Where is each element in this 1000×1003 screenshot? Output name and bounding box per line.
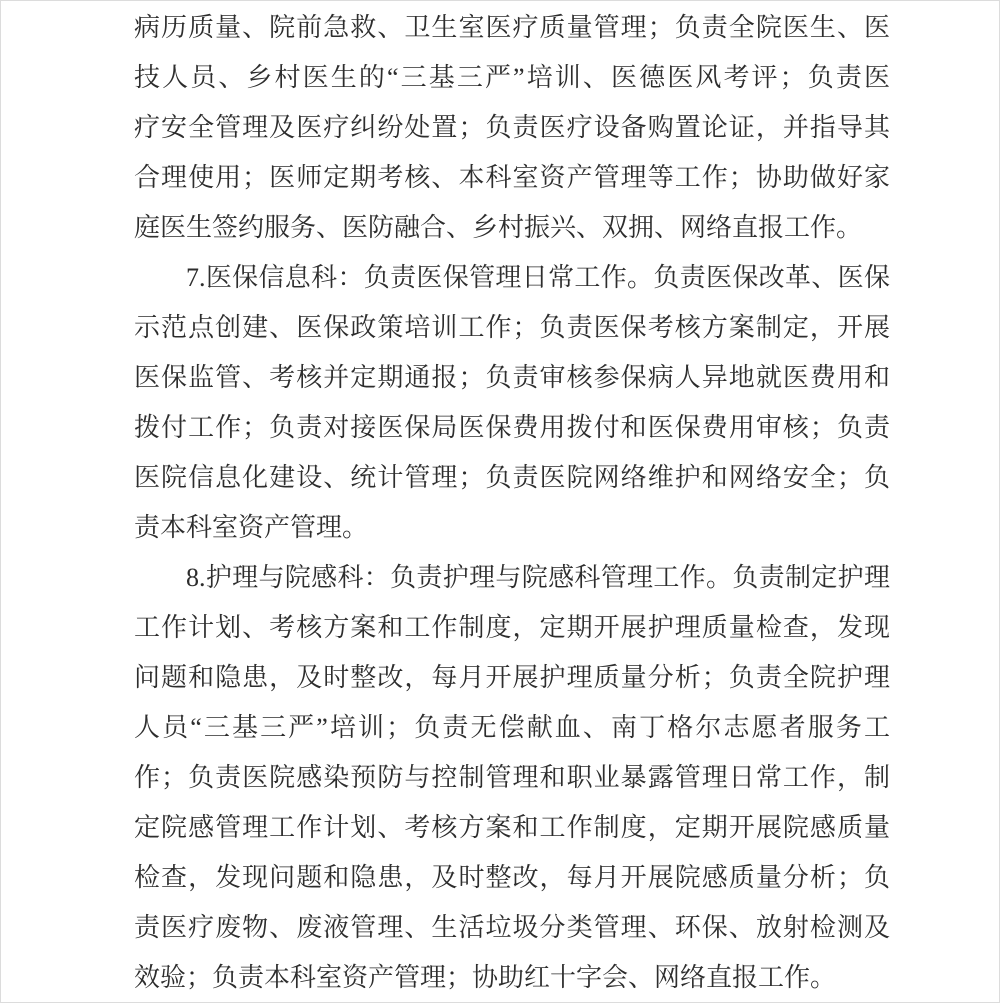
text-line: 7.医保信息科：负责医保管理日常工作。负责医保改革、医保 [186,263,890,292]
text-line: 病历质量、院前急救、卫生室医疗质量管理；负责全院医生、医 [134,13,890,42]
paragraph-dept8-nursing-infection-control [134,553,890,1003]
text-line: 庭医生签约服务、医防融合、乡村振兴、双拥、网络直报工作。 [134,213,863,242]
document-text-block [134,3,890,1003]
text-line: 人员“三基三严”培训；负责无偿献血、南丁格尔志愿者服务工 [134,713,890,742]
text-line: 责本科室资产管理。 [134,513,369,542]
text-line: 医保监管、考核并定期通报；负责审核参保病人异地就医费用和 [134,363,890,392]
text-line: 拨付工作；负责对接医保局医保费用拨付和医保费用审核；负责 [134,413,890,442]
text-line: 作；负责医院感染预防与控制管理和职业暴露管理日常工作，制 [134,763,890,792]
paragraph-dept6-continued [134,3,890,253]
text-line: 疗安全管理及医疗纠纷处置；负责医疗设备购置论证，并指导其 [134,113,890,142]
text-line: 合理使用；医师定期考核、本科室资产管理等工作；协助做好家 [134,163,890,192]
text-line: 示范点创建、医保政策培训工作；负责医保考核方案制定，开展 [134,313,890,342]
text-line: 问题和隐患，及时整改，每月开展护理质量分析；负责全院护理 [134,663,890,692]
text-line: 医院信息化建设、统计管理；负责医院网络维护和网络安全；负 [134,463,890,492]
text-line: 检查，发现问题和隐患，及时整改，每月开展院感质量分析；负 [134,863,890,892]
text-line: 定院感管理工作计划、考核方案和工作制度，定期开展院感质量 [134,813,890,842]
text-line: 8.护理与院感科：负责护理与院感科管理工作。负责制定护理 [186,563,890,592]
paragraph-dept7-medical-insurance-info [134,253,890,553]
text-line: 责医疗废物、废液管理、生活垃圾分类管理、环保、放射检测及 [134,913,890,942]
text-line: 工作计划、考核方案和工作制度，定期开展护理质量检查，发现 [134,613,890,642]
text-line: 技人员、乡村医生的“三基三严”培训、医德医风考评；负责医 [134,63,890,92]
text-line: 效验；负责本科室资产管理；协助红十字会、网络直报工作。 [134,963,837,992]
